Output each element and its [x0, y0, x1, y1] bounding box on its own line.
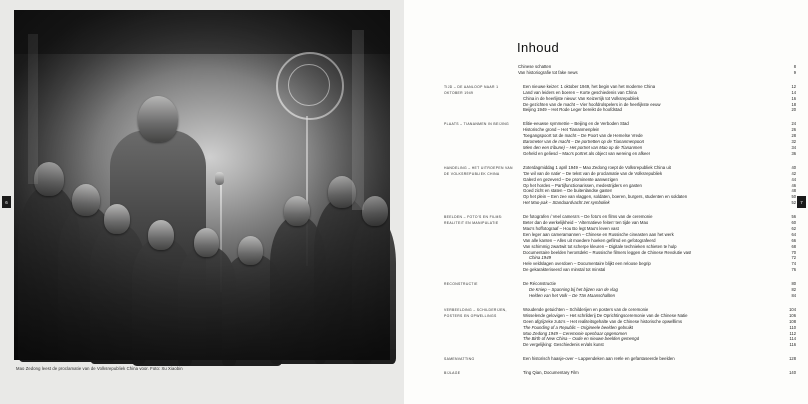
toc-entry-label: Van alle kanten – Alles uit moedere hoeken gefilmd en gefotografeerd — [523, 237, 656, 243]
table-of-contents — [444, 64, 796, 384]
toc-entry-label: The Birth of New China – Oude en nieuwe beelden gemengd — [523, 336, 640, 342]
toc-entry-page: 80 — [791, 281, 796, 287]
toc-entry-label: Het Mao-pak – Standaardvacht zet symboliek — [523, 200, 610, 206]
toc-entry-page: 114 — [789, 336, 796, 342]
toc-entry-page: 84 — [791, 293, 796, 298]
toc-entry-page: 104 — [789, 306, 796, 312]
toc-entry-label: Galerd en gezeverd – De prominente aanwezigen — [523, 176, 618, 182]
toc-section-rows — [518, 84, 796, 114]
toc-entry[interactable] — [518, 107, 796, 113]
toc-entry-page: 16 — [791, 95, 796, 101]
toc-entry-label: Barometer van de macht – De portretten op de Tiananmenpoort — [523, 139, 645, 145]
historical-photo — [14, 10, 390, 360]
toc-entry-page: 18 — [791, 101, 796, 107]
toc-entry-page: 108 — [789, 318, 796, 324]
microphone-head-3 — [215, 172, 224, 185]
toc-entry-page: 116 — [789, 342, 796, 348]
toc-section-rows — [518, 307, 796, 348]
toc-entry-label: Op het plein – Een zee van vlaggen, soldaten, boeren, burgers, studenten en soldaten — [523, 194, 688, 200]
toc-entry-label: The Founding of a Republic – Origineele beelden gebruikt — [523, 324, 634, 330]
toc-entry-page: 34 — [791, 144, 796, 150]
toc-section — [444, 84, 796, 114]
toc-entry-page: 140 — [789, 370, 796, 376]
toc-entry-label: Historische grond – Het Tiananmenplein — [523, 127, 600, 133]
toc-section-label: PLAATS – TIANANMEN IN BEIJING — [444, 122, 510, 127]
toc-entry-label: Van historiografie tot fake news — [518, 69, 578, 75]
toc-section-label: VERBEELDING – SCHILDERIJEN, POSTERS EN OPWELLINGS — [444, 307, 507, 318]
toc-entry-page: 12 — [791, 83, 796, 89]
toc-entry-page: 28 — [791, 133, 796, 139]
toc-entry-page: 106 — [789, 312, 796, 318]
central-figure-head — [138, 96, 178, 142]
toc-entry-page: 60 — [791, 220, 796, 226]
toc-section — [444, 281, 796, 299]
column-shape — [28, 34, 38, 184]
toc-section-rows — [518, 281, 796, 299]
toc-entry-page: 42 — [791, 170, 796, 176]
toc-section — [444, 64, 796, 76]
toc-section-rows — [518, 370, 796, 376]
toc-entry-label: Zoterdagmiddag 1 april 1949 – Mao Zedong roept de Volksrepubliek China uit — [523, 164, 671, 170]
page-number-right: 7 — [797, 196, 806, 208]
toc-section-label: BEELDEN – FOTO’S EN FILMS: REALITEIT EN MANIPULATIE — [444, 215, 503, 226]
toc-entry-page: 26 — [791, 127, 796, 133]
toc-section — [444, 356, 796, 362]
toc-section — [444, 214, 796, 273]
toc-entry-page: 8 — [793, 64, 796, 69]
toc-entry-page: 48 — [791, 188, 796, 194]
right-page — [404, 0, 808, 404]
loudspeaker-inner-ring-icon — [288, 64, 330, 106]
toc-entry-label: De gekarakteriseerd van minstal tot minstal — [523, 267, 606, 273]
column-shape — [352, 30, 364, 210]
toc-entry-label: Toegangspoort tot de macht – De Poort van de Hemelse Vrede — [523, 133, 643, 139]
toc-entry-label: China in de heerlijste nieuw: Van Keizerrijk tot Volksrepubliek — [523, 95, 639, 101]
page-title: Inhoud — [517, 40, 560, 55]
toc-entry[interactable] — [518, 356, 796, 362]
toc-entry-label: Beter dan de werkelijkheid – ‘Alternatieve feiten’ ten tijde van Mao — [523, 220, 649, 226]
toc-section-rows — [518, 121, 796, 156]
toc-section-label: HANDELING – HET UITROEPEN VAN DE VOLKSREPUBLIEK CHINA — [444, 165, 513, 176]
toc-entry-page: 14 — [791, 89, 796, 95]
toc-entry-label: De vergelijking: Geschiedenis en/als kunst — [523, 342, 604, 348]
toc-entry-label: Helden van het Volk – De Tän Maanschallten — [529, 293, 616, 298]
toc-entry-page: 50 — [791, 194, 796, 200]
toc-entry-page: 46 — [791, 182, 796, 188]
toc-entry-label: De Réconstructie — [523, 281, 556, 287]
toc-entry-page: 74 — [791, 261, 796, 267]
toc-entry-page: 56 — [791, 214, 796, 220]
toc-entry-label: China 1949 — [529, 255, 551, 261]
toc-entry-label: Beijing 1949 – Het Rode Leger bereikt de hoofdstad — [523, 107, 622, 113]
toc-section-rows — [518, 356, 796, 362]
toc-entry[interactable] — [518, 70, 796, 76]
toc-entry-page: 72 — [791, 255, 796, 261]
toc-section-gap — [444, 379, 796, 384]
crowd-figure-head — [104, 204, 130, 234]
toc-entry-page: 36 — [791, 150, 796, 156]
toc-section-rows — [518, 214, 796, 273]
toc-entry-page: 24 — [791, 121, 796, 127]
toc-entry-page: 66 — [791, 237, 796, 243]
toc-entry-label: Een leger aan cameramannen – Chinese en Russische cineasten aan het werk — [523, 231, 674, 237]
photo-caption: Mao Zedong leest de proclamatie van de Volksrepubliek China voor. Foto: Xu Xiaobin — [16, 366, 183, 371]
toc-entry-label: Chinese schatten — [518, 64, 552, 69]
toc-entry[interactable] — [518, 342, 796, 348]
crowd-figure-head — [148, 220, 174, 250]
toc-entry[interactable] — [518, 293, 796, 299]
toc-entry-page: 62 — [791, 225, 796, 231]
toc-section — [444, 165, 796, 206]
toc-entry-label: De fotografen / Veel camera’s – De foto’s en films van de ceremonie — [523, 214, 653, 220]
toc-entry-page: 128 — [789, 356, 796, 362]
toc-section — [444, 370, 796, 376]
toc-entry-label: Goed zicht en staten – De buitenlandse gasten — [523, 188, 613, 194]
toc-entry-page: 76 — [791, 267, 796, 273]
toc-entry-label: ‘De wil van de natie’ – De tekst van de proclamatie van de Volksrepubliek — [523, 170, 663, 176]
toc-entry-label: Woudende getuichten – Schilderijen en posters van de ceremonie — [523, 306, 649, 312]
toc-section — [444, 307, 796, 348]
toc-entry-page: 40 — [791, 164, 796, 170]
toc-section-label: SAMENVATTING — [444, 357, 475, 362]
toc-entry-label: De Kniep – Spanning bij het bijzen van de vlag — [529, 287, 618, 293]
toc-section-rows — [518, 165, 796, 206]
toc-entry-label: Mao Zedong 1949 – Ceremonie openbaar opgenomen — [523, 330, 627, 336]
photo-top-shade — [14, 10, 390, 54]
toc-entry-page: 110 — [789, 324, 796, 330]
toc-entry-label: Mao’s hoffotograaf – Hou Bo legt Mao’s leven vast — [523, 225, 619, 231]
crowd-figure-head — [72, 184, 100, 216]
toc-section — [444, 121, 796, 156]
crowd-figure — [352, 216, 396, 364]
toc-entry-label: Hele veldslagen overdoen – Documentaire blijkt een reloose begrip — [523, 261, 651, 267]
toc-entry-label: Ting Qian, Documentary Film — [523, 370, 579, 376]
toc-entry-label: Mien den een tribune) – Het portret van Mao op de Tiananmen — [523, 144, 643, 150]
toc-entry[interactable] — [518, 267, 796, 273]
toc-entry-page: 70 — [791, 249, 796, 255]
toc-entry-page: 64 — [791, 231, 796, 237]
crowd-figure-head — [238, 236, 263, 265]
toc-section-rows — [518, 64, 796, 76]
crowd-figure-head — [194, 228, 219, 257]
toc-entry-label: Van schimmig zwartwit tot scherpe kleuren – Digitale technieken schieten te hulp — [523, 243, 677, 249]
toc-entry-page: 68 — [791, 243, 796, 249]
toc-entry-label: Land van leiders en boeren – Korte geschiedenis van China — [523, 89, 637, 95]
toc-section-label: TIJD – DE AANLOOP NAAR 1 OKTOBER 1949 — [444, 84, 499, 95]
crowd-figure-head — [362, 196, 388, 226]
toc-entry-label: Wisselende gelovigen – Het schrilderij De Oprichtingsceremonie van de Chinese Natie — [523, 312, 688, 318]
toc-entry-page: 52 — [791, 200, 796, 206]
toc-entry[interactable] — [518, 200, 796, 206]
page-number-left: 6 — [2, 196, 11, 208]
toc-entry-label: Elitie-eeuwse symmetrie – Beijing en de Verboden Stad — [523, 121, 629, 127]
toc-section-label: RECONSTRUCTIE — [444, 282, 478, 287]
toc-entry-label: De gezichten van de macht – Vier hoofdrolspelers in de heerlijkste eeuw — [523, 101, 661, 107]
toc-entry-page: 20 — [791, 107, 796, 113]
toc-entry-page: 9 — [793, 69, 796, 75]
toc-entry-page: 32 — [791, 139, 796, 145]
toc-entry-page: 112 — [789, 330, 796, 336]
toc-entry-label: Op het hordes – Partijfunctionarissen, medestrijders en gasten — [523, 182, 642, 188]
toc-entry-label: Een historisch haasje-over – Lappendeken aan reële en gefantaseerde beelden — [523, 356, 675, 362]
toc-entry-page: 44 — [791, 176, 796, 182]
toc-section-label: BIJLAGE — [444, 371, 461, 376]
toc-entry-label: Documentaire beelden herontdekt – Russische filmers leggen de Chinese Revolutie vast — [523, 249, 692, 255]
toc-entry-label: Geen afgrijzeke zuto’s – Het realiteitsgehalte van de Chinese historische opwelllims — [523, 318, 682, 324]
crowd-figure-head — [34, 162, 64, 196]
toc-entry-label: Een nieuwe keizer: 1 oktober 1949, het begin van het moderne China — [523, 83, 656, 89]
toc-entry-label: Geheld en geliesd – Mao’s portret als object van wereing en afkeer — [523, 150, 651, 156]
crowd-figure-head — [284, 196, 310, 226]
toc-entry-page: 82 — [791, 287, 796, 293]
toc-entry[interactable] — [518, 370, 796, 376]
toc-entry[interactable] — [518, 151, 796, 157]
